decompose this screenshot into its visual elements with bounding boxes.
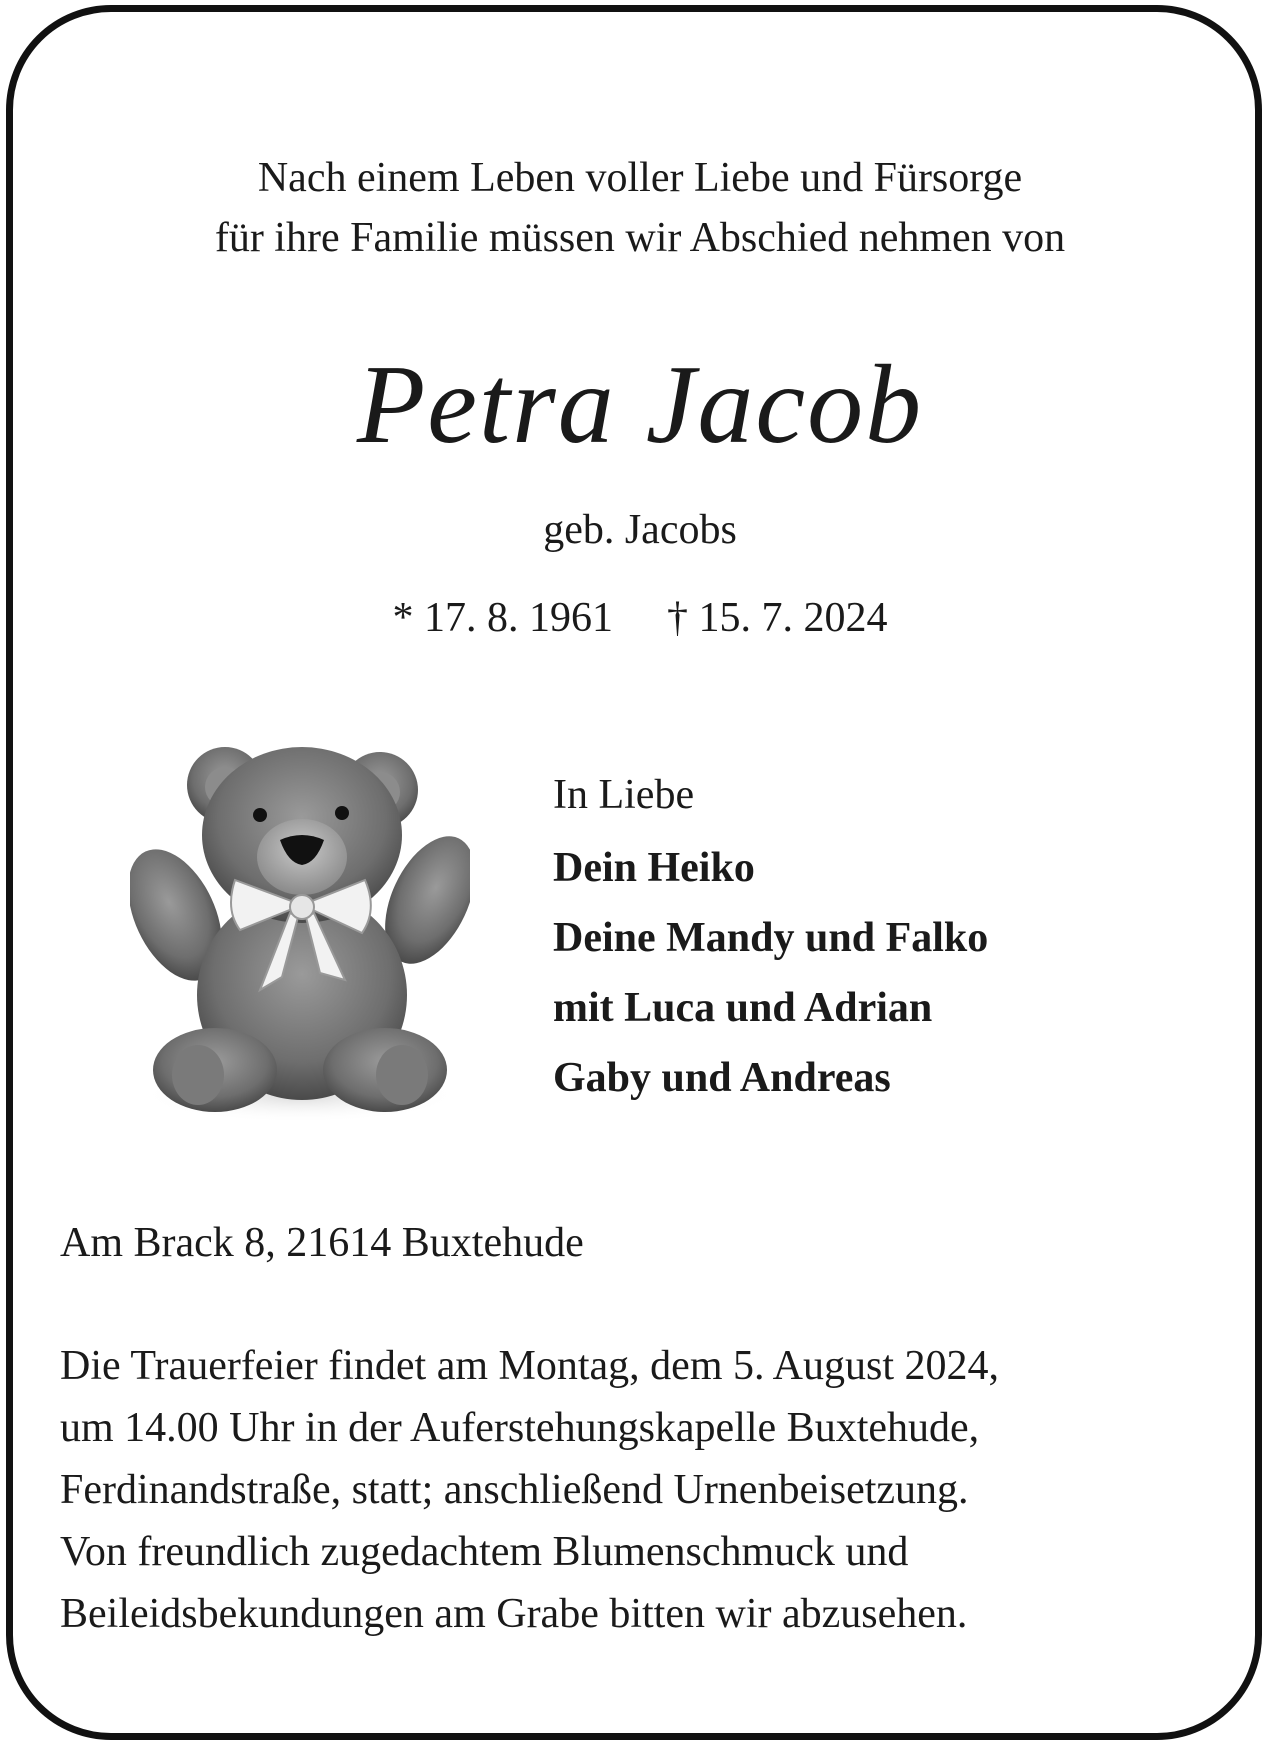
death-date: † 15. 7. 2024 xyxy=(667,595,888,641)
life-dates xyxy=(0,588,1280,648)
mourner-line: Deine Mandy und Falko xyxy=(553,915,989,961)
intro-text xyxy=(0,148,1280,268)
family-address: Am Brack 8, 21614 Buxtehude xyxy=(60,1220,584,1266)
mourners-list xyxy=(553,833,988,1113)
mourner-line: Gaby und Andreas xyxy=(553,1055,891,1101)
intro-line: für ihre Familie müssen wir Abschied nehmen von xyxy=(214,215,1066,261)
deceased-name: Petra Jacob xyxy=(356,343,924,467)
notice-line: Die Trauerfeier findet am Montag, dem 5. August 2024, xyxy=(60,1343,1000,1389)
teddy-bear-icon xyxy=(130,745,470,1125)
notice-line: Von freundlich zugedachtem Blumenschmuck und xyxy=(60,1529,909,1575)
notice-line: um 14.00 Uhr in der Auferstehungskapelle Buxtehude, xyxy=(60,1405,980,1451)
birth-date: * 17. 8. 1961 xyxy=(392,595,613,641)
mourner-line: mit Luca und Adrian xyxy=(553,985,933,1031)
notice-line: Ferdinandstraße, statt; anschließend Urnenbeisetzung. xyxy=(60,1467,969,1513)
mourner-line: Dein Heiko xyxy=(553,845,755,891)
funeral-notice xyxy=(60,1335,1240,1645)
maiden-name: geb. Jacobs xyxy=(543,507,737,553)
notice-line: Beileidsbekundungen am Grabe bitten wir abzusehen. xyxy=(60,1591,968,1637)
signoff-heading: In Liebe xyxy=(553,772,695,818)
signoff-block xyxy=(553,765,988,1113)
intro-line: Nach einem Leben voller Liebe und Fürsorge xyxy=(257,155,1023,201)
